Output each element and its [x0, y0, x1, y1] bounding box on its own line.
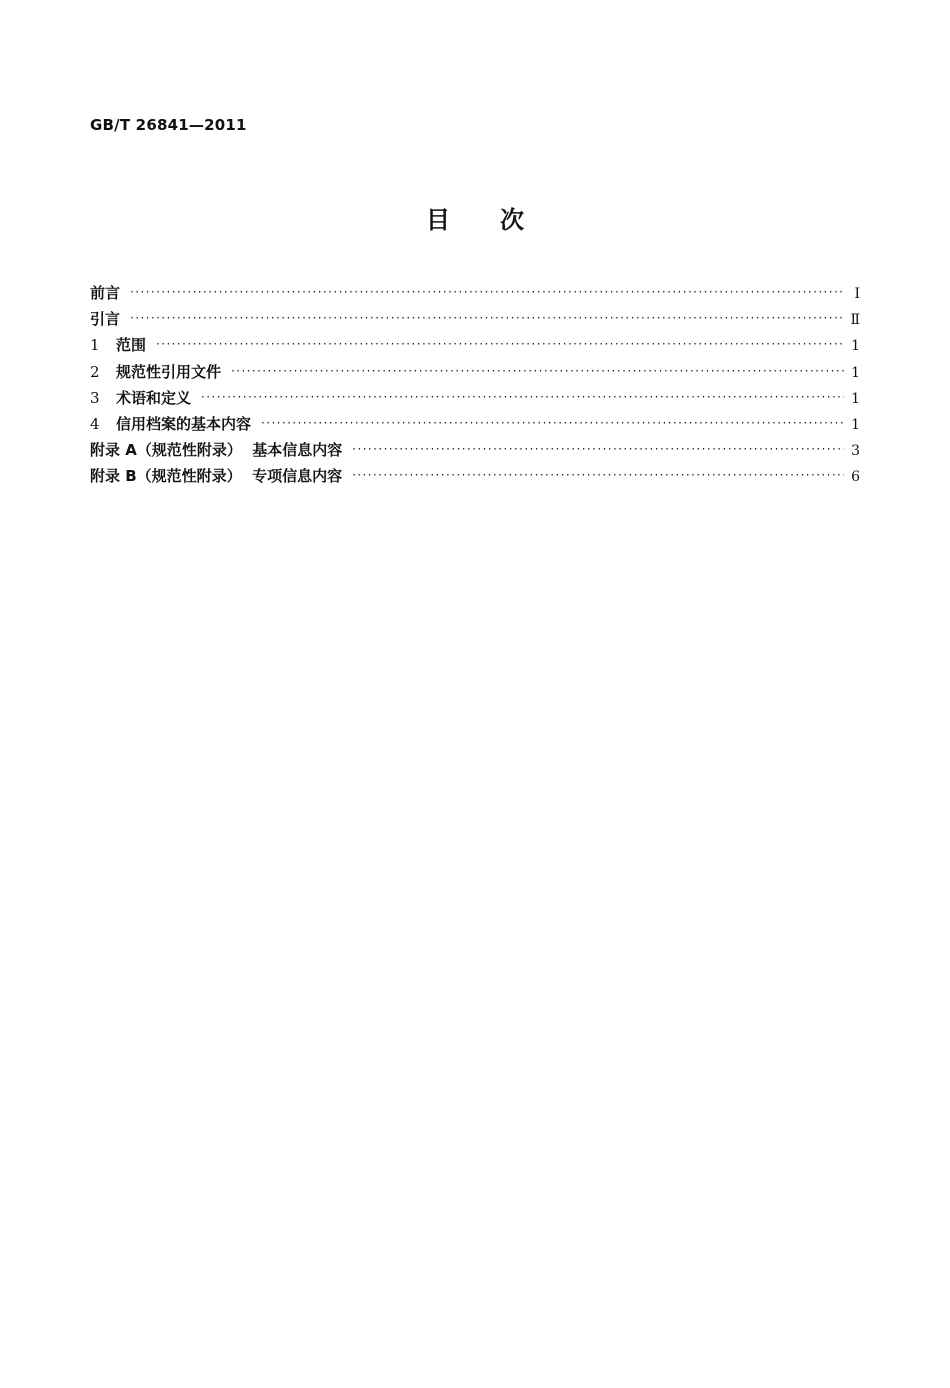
- toc-leader-dots: [156, 335, 844, 350]
- toc-entry-label: 3 术语和定义: [90, 388, 192, 407]
- toc-leader-dots: [261, 414, 844, 429]
- standard-code: GB/T 26841—2011: [90, 116, 247, 134]
- toc-entry-normative-references[interactable]: [90, 361, 860, 387]
- toc-leader-dots: [231, 362, 844, 377]
- toc-entry-label: 2 规范性引用文件: [90, 362, 222, 381]
- toc-entry-page: 1: [851, 416, 860, 433]
- toc-entry-terms-definitions[interactable]: [90, 387, 860, 413]
- toc-entry-scope[interactable]: [90, 334, 860, 360]
- toc-entry-label: 前言: [90, 284, 121, 302]
- toc-leader-dots: [130, 309, 844, 324]
- toc-entry-annex-b[interactable]: [90, 465, 860, 491]
- toc-leader-dots: [130, 283, 844, 298]
- toc-entry-page: 3: [851, 443, 860, 460]
- toc-leader-dots: [352, 466, 844, 481]
- toc-entry-label: 附录 B（规范性附录） 专项信息内容: [90, 467, 343, 486]
- toc-leader-dots: [352, 440, 844, 455]
- toc-entry-page: Ⅰ: [854, 286, 860, 302]
- toc-entry-label: 4 信用档案的基本内容: [90, 414, 252, 433]
- toc-entry-annex-a[interactable]: [90, 439, 860, 465]
- page-title: 目次: [426, 206, 574, 234]
- toc-entry-number: 1: [90, 336, 100, 355]
- toc-entry-label: 1 范围: [90, 336, 147, 355]
- toc-entry-number: 2: [90, 362, 100, 381]
- toc-entry-page: 1: [851, 390, 860, 407]
- toc-leader-dots: [201, 388, 844, 403]
- toc-entry-foreword[interactable]: [90, 282, 860, 308]
- toc-entry-page: Ⅱ: [850, 312, 860, 329]
- table-of-contents: [90, 282, 860, 492]
- toc-entry-label: 引言: [90, 310, 121, 329]
- toc-entry-page: 1: [851, 338, 860, 355]
- toc-entry-page: 1: [851, 364, 860, 381]
- toc-entry-introduction[interactable]: [90, 308, 860, 334]
- toc-entry-label: 附录 A（规范性附录） 基本信息内容: [90, 441, 343, 460]
- toc-entry-basic-content[interactable]: [90, 413, 860, 439]
- toc-entry-number: 3: [90, 388, 100, 407]
- toc-entry-page: 6: [851, 469, 860, 486]
- toc-entry-number: 4: [90, 414, 100, 433]
